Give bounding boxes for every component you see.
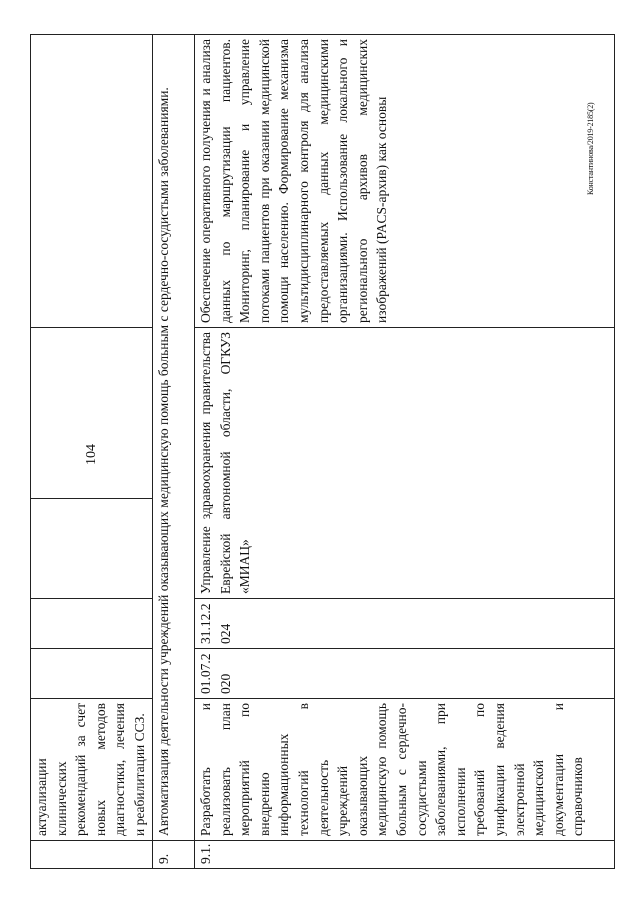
table-row-continuation	[31, 35, 153, 869]
item-task: Разработать и реализовать план мероприятий по внедрению информационных технологий в деятельность учреждений оказывающих медицинскую помощь больным с сердечно-сосудистыми заболеваниями, при исполнении требований по унификации ведения электронной медицинской документации и справочников	[195, 699, 615, 841]
section-row	[153, 35, 195, 869]
section-title: Автоматизация деятельности учреждений оказывающих медицинскую помощь больным с сердечно-сосудистыми заболеваниями.	[153, 35, 195, 841]
cell-end	[31, 599, 153, 649]
cell-start	[31, 649, 153, 699]
plan-table	[30, 34, 615, 869]
cell-responsible	[31, 499, 153, 599]
item-result: Обеспечение оперативного получения и анализа данных по маршрутизации пациентов. Мониторинг, планирование и управление потоками пациентов при оказании медицинской помощи населению. Формирование механизма мультидисциплинарного контроля для анализа предоставляемых данных медицинскими организациями. Использование локального и регионального архивов медицинских изображений (PACS-архив) как основы	[195, 35, 615, 328]
item-end-date: 31.12.2024	[195, 599, 615, 649]
cell-task-continued: актуализации клинических рекомендаций за счет новых методов диагностики, лечения и реабилитации ССЗ.	[31, 699, 153, 841]
cell-blank	[31, 35, 153, 328]
footer-code: Константинова/2019-2185(2)	[586, 102, 595, 195]
item-number: 9.1.	[195, 841, 615, 869]
cell-result	[31, 328, 153, 499]
section-number: 9.	[153, 841, 195, 869]
item-responsible: Управление здравоохранения правительства Еврейской автономной области, ОГКУЗ «МИАЦ»	[195, 328, 615, 599]
item-start-date: 01.07.2020	[195, 649, 615, 699]
cell-number	[31, 841, 153, 869]
table-row-item	[195, 35, 615, 869]
page-number: 104	[84, 444, 99, 465]
